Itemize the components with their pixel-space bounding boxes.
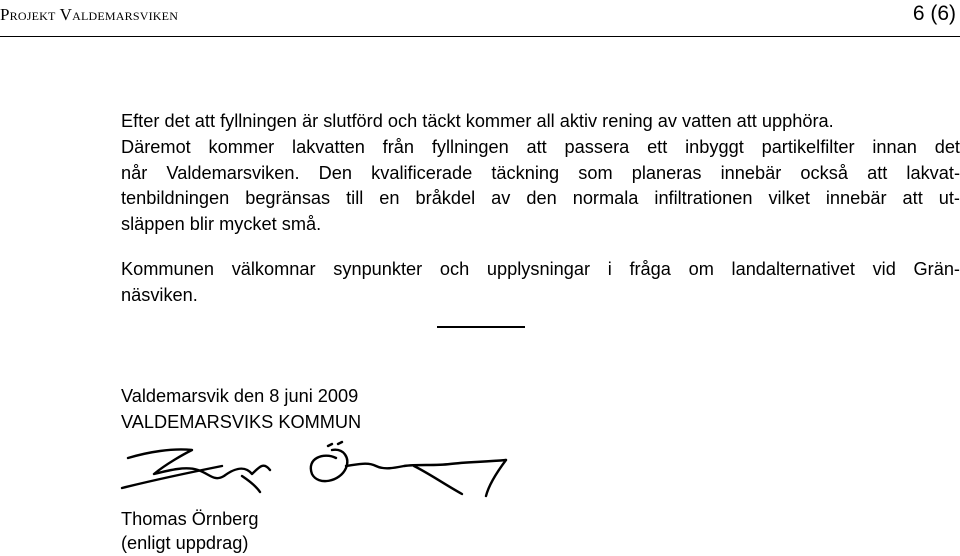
paragraph-line: Efter det att fyllningen är slutförd och täckt kommer all aktiv rening av vatten att upphöra. bbox=[121, 111, 834, 131]
place-date: Valdemarsvik den 8 juni 2009 bbox=[121, 386, 359, 406]
organization-name: VALDEMARSVIKS KOMMUN bbox=[121, 412, 362, 432]
paragraph-line: tenbildningen begränsas till en bråkdel av den normala infiltrationen vilket innebär att ut- bbox=[121, 188, 960, 208]
header-title: Projekt Valdemarsviken bbox=[0, 5, 179, 24]
signer-note: (enligt uppdrag) bbox=[121, 533, 249, 553]
paragraph-line: Däremot kommer lakvatten från fyllningen att passera ett inbyggt partikelfilter innan det bbox=[121, 137, 960, 157]
paragraph-line: släppen blir mycket små. bbox=[121, 214, 322, 234]
signer-name: Thomas Örnberg bbox=[121, 509, 259, 529]
signature bbox=[114, 436, 514, 504]
header-divider bbox=[0, 36, 960, 37]
paragraph-line: näsviken. bbox=[121, 285, 198, 305]
end-divider bbox=[437, 326, 525, 328]
paragraph-line: når Valdemarsviken. Den kvalificerade täckning som planeras innebär också att lakvat- bbox=[121, 163, 960, 183]
page-number: 6 (6) bbox=[912, 2, 956, 25]
paragraph-line: Kommunen välkomnar synpunkter och upplysningar i fråga om landalternativet vid Grän- bbox=[121, 259, 960, 279]
